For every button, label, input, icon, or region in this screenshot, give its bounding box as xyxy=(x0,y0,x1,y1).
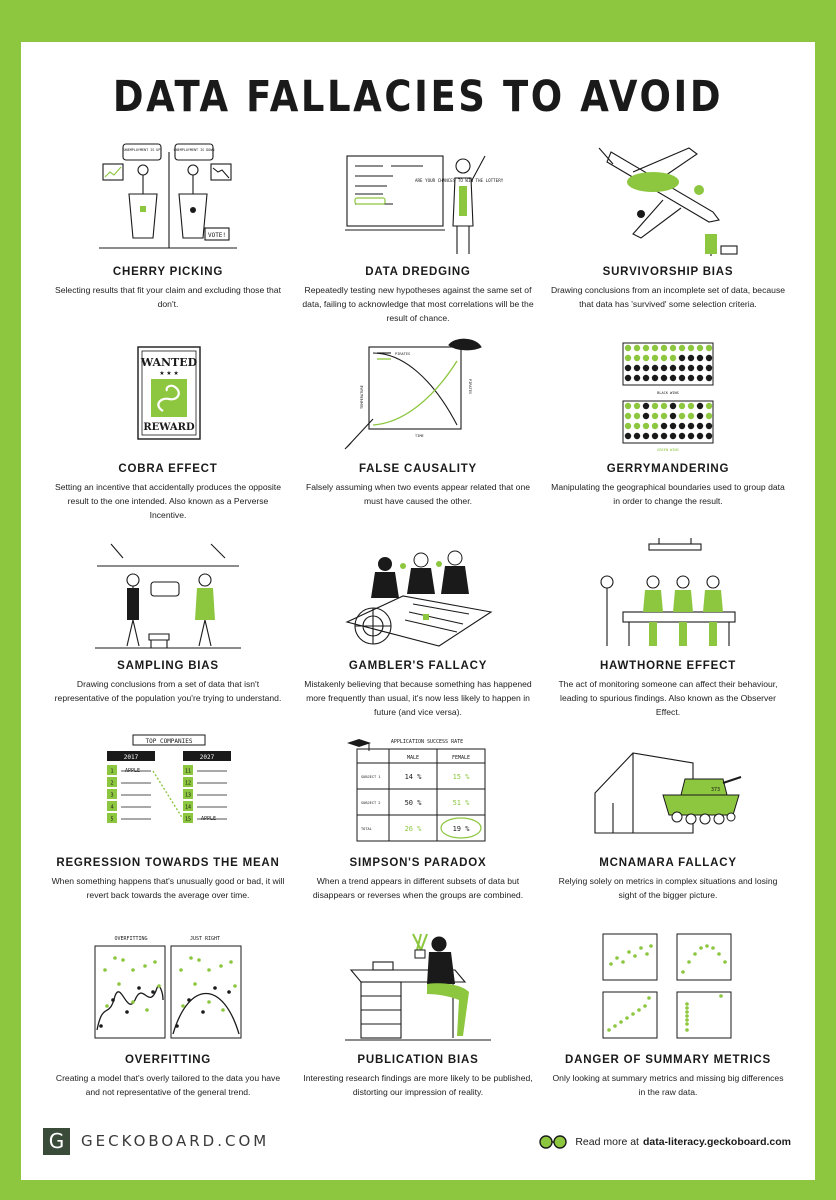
company-right: APPLE xyxy=(201,816,217,822)
dot xyxy=(688,403,694,409)
read-more xyxy=(539,1134,791,1150)
rank-number: 12 xyxy=(184,780,192,787)
dot xyxy=(661,423,667,429)
dot xyxy=(670,413,676,419)
dot xyxy=(639,946,643,950)
card-description: Creating a model that's overly tailored to the data you have and not representative of the general trend. xyxy=(55,1073,281,1097)
gerry-label-top: BLACK WINS xyxy=(657,391,679,395)
dot xyxy=(699,946,703,950)
wanted-poster-icon xyxy=(93,339,243,457)
dot xyxy=(207,968,211,972)
dot xyxy=(661,375,667,381)
dot xyxy=(717,952,721,956)
dot xyxy=(685,1018,689,1022)
gerry-label-bottom: GREEN WINS xyxy=(657,448,679,452)
dot xyxy=(706,375,712,381)
table-header: APPLICATION SUCCESS RATE xyxy=(390,739,464,745)
dot xyxy=(625,433,631,439)
footer xyxy=(21,1124,815,1164)
dot xyxy=(615,956,619,960)
dot xyxy=(634,423,640,429)
card-title: FALSE CAUSALITY xyxy=(358,463,478,475)
svg-text:★ ★ ★: ★ ★ ★ xyxy=(159,371,179,377)
dot-grid-icon xyxy=(593,339,743,457)
dot xyxy=(105,1004,109,1008)
card-title: HAWTHORNE EFFECT xyxy=(599,660,737,672)
dot xyxy=(661,345,667,351)
vote-sign: VOTE! xyxy=(207,232,227,239)
dot xyxy=(207,1000,211,1004)
desk-icon xyxy=(343,930,493,1048)
dot xyxy=(625,345,631,351)
rank-number: 1 xyxy=(110,768,114,775)
dot xyxy=(681,970,685,974)
card-false-causality xyxy=(293,339,543,536)
dot xyxy=(143,964,147,968)
card-title: GERRYMANDERING xyxy=(606,463,730,475)
card-description: Setting an incentive that accidentally produces the opposite result to the one intended. Also known as a Perverse Incentive. xyxy=(55,482,281,520)
dot xyxy=(670,423,676,429)
rank-number: 4 xyxy=(110,804,114,811)
card-title: SAMPLING BIAS xyxy=(117,660,219,672)
dot xyxy=(705,944,709,948)
dot xyxy=(688,433,694,439)
dot xyxy=(706,355,712,361)
card-hawthorne-effect xyxy=(543,536,793,733)
dot xyxy=(625,423,631,429)
dot xyxy=(634,355,640,361)
dot xyxy=(157,984,161,988)
dot xyxy=(634,433,640,439)
card-description: When something happens that's unusually good or bad, it will revert back towards the average over time. xyxy=(51,876,285,900)
dot xyxy=(706,433,712,439)
dot xyxy=(643,1004,647,1008)
dot xyxy=(661,355,667,361)
dot xyxy=(697,365,703,371)
dot xyxy=(685,1014,689,1018)
dot xyxy=(643,365,649,371)
card-title: MCNAMARA FALLACY xyxy=(599,857,737,869)
roulette-icon xyxy=(343,536,493,654)
dot xyxy=(685,1010,689,1014)
dot xyxy=(221,1008,225,1012)
dot xyxy=(197,958,201,962)
dot xyxy=(685,1022,689,1026)
dot xyxy=(113,956,117,960)
glasses-icon xyxy=(539,1134,567,1150)
dot xyxy=(679,355,685,361)
female-2: 51 % xyxy=(452,799,470,807)
row-subject-1: SUBJECT 1 xyxy=(361,775,381,779)
dot xyxy=(643,423,649,429)
rank-number: 15 xyxy=(184,816,192,823)
dot xyxy=(179,968,183,972)
dot xyxy=(723,960,727,964)
rank-number: 5 xyxy=(110,816,114,823)
dot xyxy=(187,998,191,1002)
card-title: REGRESSION TOWARDS THE MEAN xyxy=(56,857,280,869)
dot xyxy=(111,998,115,1002)
female-3: 19 % xyxy=(452,825,470,833)
dot xyxy=(679,403,685,409)
dot xyxy=(103,968,107,972)
overfit-curves-icon xyxy=(93,930,243,1048)
dot xyxy=(189,956,193,960)
card-description: Selecting results that fit your claim and excluding those that don't. xyxy=(55,285,281,309)
card-description: The act of monitoring someone can affect their behaviour, leading to spurious findings. Also known as the Observer Effect. xyxy=(558,679,778,717)
dot xyxy=(652,355,658,361)
dot xyxy=(145,1008,149,1012)
dot xyxy=(625,375,631,381)
dot xyxy=(652,433,658,439)
dot xyxy=(213,986,217,990)
card-title: PUBLICATION BIAS xyxy=(357,1054,479,1066)
dot xyxy=(670,345,676,351)
card-publication-bias xyxy=(293,930,543,1127)
card-description: Relying solely on metrics in complex situations and losing sight of the bigger picture. xyxy=(558,876,778,900)
y-axis-label: TEMPERATURE xyxy=(360,385,364,409)
dot xyxy=(697,403,703,409)
dot xyxy=(661,403,667,409)
card-description: Repeatedly testing new hypotheses against the same set of data, failing to acknowledge that most correlations will be the result of chance. xyxy=(302,285,534,323)
male-3: 26 % xyxy=(404,825,422,833)
dot xyxy=(153,960,157,964)
whiteboard-icon xyxy=(343,142,504,260)
dot xyxy=(175,1024,179,1028)
dot xyxy=(607,1028,611,1032)
dot xyxy=(643,355,649,361)
dot xyxy=(697,375,703,381)
dot xyxy=(181,1004,185,1008)
year-left: 2017 xyxy=(123,754,139,761)
dot xyxy=(670,403,676,409)
dot xyxy=(609,962,613,966)
overfit-label-right: JUST RIGHT xyxy=(189,936,221,942)
dot xyxy=(688,375,694,381)
dot xyxy=(661,365,667,371)
dot xyxy=(131,1000,135,1004)
card-description: Manipulating the geographical boundaries used to group data in order to change the result. xyxy=(551,482,785,506)
dot xyxy=(688,345,694,351)
dot xyxy=(652,345,658,351)
dot xyxy=(706,345,712,351)
dot xyxy=(647,996,651,1000)
tank-icon xyxy=(593,733,743,851)
col-female: FEMALE xyxy=(451,755,471,761)
card-danger-of-summary-metrics xyxy=(543,930,793,1127)
female-1: 15 % xyxy=(452,773,470,781)
dot xyxy=(634,413,640,419)
card-survivorship-bias xyxy=(543,142,793,339)
dot xyxy=(706,413,712,419)
dot xyxy=(685,1028,689,1032)
dot xyxy=(201,1010,205,1014)
dot xyxy=(679,345,685,351)
dot xyxy=(633,954,637,958)
top-companies-icon xyxy=(93,733,243,851)
dot xyxy=(643,413,649,419)
dot xyxy=(697,345,703,351)
card-description: Mistakenly believing that because something has happened more frequently than usual, it's now less likely to happen in future (and vice versa). xyxy=(304,679,532,717)
dot xyxy=(688,413,694,419)
dot xyxy=(625,355,631,361)
poster-sheet xyxy=(21,42,815,1180)
dot xyxy=(652,423,658,429)
dot xyxy=(688,423,694,429)
rank-number: 2 xyxy=(110,780,114,787)
dot xyxy=(697,433,703,439)
card-description: Drawing conclusions from an incomplete set of data, because that data has 'survived' some selection criteria. xyxy=(550,285,786,309)
dot xyxy=(99,1024,103,1028)
rank-number: 14 xyxy=(184,804,192,811)
dot xyxy=(634,365,640,371)
dot xyxy=(688,355,694,361)
dot xyxy=(679,413,685,419)
dot xyxy=(634,345,640,351)
top-companies-header: TOP COMPANIES xyxy=(145,738,193,745)
card-title: DATA DREDGING xyxy=(365,266,471,278)
wanted-text: WANTED xyxy=(140,356,198,369)
dot xyxy=(652,413,658,419)
dot xyxy=(637,1008,641,1012)
card-description: Only looking at summary metrics and missing big differences in the raw data. xyxy=(552,1073,784,1097)
card-data-dredging xyxy=(293,142,543,339)
dot xyxy=(687,960,691,964)
dot xyxy=(688,365,694,371)
speech-left: UNEMPLOYMENT IS UP xyxy=(123,148,161,152)
card-regression-towards-the-mean xyxy=(43,733,293,930)
dot xyxy=(117,982,121,986)
dot xyxy=(670,355,676,361)
dot xyxy=(625,403,631,409)
dot xyxy=(652,403,658,409)
card-cobra-effect xyxy=(43,339,293,536)
dot xyxy=(706,403,712,409)
dot xyxy=(652,365,658,371)
card-title: CHERRY PICKING xyxy=(112,266,224,278)
card-simpsons-paradox xyxy=(293,733,543,930)
dot xyxy=(697,423,703,429)
reward-text: REWARD xyxy=(143,422,195,433)
card-description: Interesting research findings are more likely to be published, distorting our impression of reality. xyxy=(303,1073,533,1097)
dot xyxy=(219,964,223,968)
pirate-chart-icon xyxy=(343,339,493,457)
dot xyxy=(697,413,703,419)
rank-number: 11 xyxy=(184,768,192,775)
dot xyxy=(631,1012,635,1016)
success-table-icon xyxy=(343,733,493,851)
y2-axis-label: PIRATES xyxy=(468,379,472,395)
company-left: APPLE xyxy=(125,768,141,774)
dot xyxy=(679,365,685,371)
dot xyxy=(661,433,667,439)
dot xyxy=(693,952,697,956)
page-title: DATA FALLACIES TO AVOID xyxy=(112,72,724,122)
card-description: Falsely assuming when two events appear related that one must have caused the other. xyxy=(305,482,531,506)
dot xyxy=(679,375,685,381)
dot xyxy=(679,423,685,429)
dot xyxy=(670,365,676,371)
dot xyxy=(227,990,231,994)
card-title: GAMBLER'S FALLACY xyxy=(348,660,488,672)
dot xyxy=(685,1006,689,1010)
read-more-link[interactable]: data-literacy.geckoboard.com xyxy=(642,1136,791,1148)
rank-number: 3 xyxy=(110,792,114,799)
male-1: 14 % xyxy=(404,773,422,781)
dot xyxy=(711,946,715,950)
col-male: MALE xyxy=(406,755,420,761)
dot xyxy=(634,403,640,409)
x-axis-label: TIME xyxy=(415,434,424,438)
card-gamblers-fallacy xyxy=(293,536,543,733)
dot xyxy=(643,433,649,439)
brand-name[interactable]: GECKOBOARD.COM xyxy=(81,1132,270,1150)
dot xyxy=(685,1002,689,1006)
geckoboard-logo: G xyxy=(43,1128,70,1155)
card-description: Drawing conclusions from a set of data that isn't representative of the population you're trying to understand. xyxy=(54,679,282,703)
dot xyxy=(652,375,658,381)
male-2: 50 % xyxy=(404,799,422,807)
card-overfitting xyxy=(43,930,293,1127)
podium-icon xyxy=(93,142,243,260)
dot xyxy=(706,365,712,371)
dot xyxy=(233,984,237,988)
people-dogs-icon xyxy=(93,536,243,654)
dot xyxy=(125,1010,129,1014)
card-title: SIMPSON'S PARADOX xyxy=(349,857,487,869)
legend-label: PIRATES xyxy=(395,352,411,356)
airplane-icon xyxy=(593,142,743,260)
dot xyxy=(627,950,631,954)
dot xyxy=(706,423,712,429)
dot xyxy=(643,375,649,381)
dot xyxy=(625,413,631,419)
card-gerrymandering xyxy=(543,339,793,536)
read-more-text: Read more at xyxy=(575,1136,639,1148)
workers-icon xyxy=(593,536,743,654)
dot xyxy=(613,1024,617,1028)
card-title: COBRA EFFECT xyxy=(118,463,218,475)
card-title: OVERFITTING xyxy=(124,1054,212,1066)
speech-right: UNEMPLOYMENT IS DOWN xyxy=(173,148,215,152)
dot xyxy=(621,960,625,964)
dot xyxy=(634,375,640,381)
dot xyxy=(131,968,135,972)
overfit-label-left: OVERFITTING xyxy=(114,936,148,942)
dot xyxy=(679,433,685,439)
dot xyxy=(645,952,649,956)
scatter-plots-icon xyxy=(593,930,743,1048)
card-description: When a trend appears in different subsets of data but disappears or reverses when the groups are combined. xyxy=(312,876,524,900)
dot xyxy=(151,990,155,994)
dot xyxy=(649,944,653,948)
dot xyxy=(661,413,667,419)
card-sampling-bias xyxy=(43,536,293,733)
dot xyxy=(643,403,649,409)
tank-number: 373 xyxy=(711,787,721,793)
dot xyxy=(229,960,233,964)
card-title: SURVIVORSHIP BIAS xyxy=(602,266,734,278)
dot xyxy=(619,1020,623,1024)
board-text: ARE YOUR CHANCES TO WIN THE LOTTERY xyxy=(415,178,504,183)
year-right: 2027 xyxy=(199,754,215,761)
row-total: TOTAL xyxy=(361,827,372,831)
rank-number: 13 xyxy=(184,792,192,799)
dot xyxy=(625,1016,629,1020)
dot xyxy=(121,958,125,962)
fallacy-grid xyxy=(43,142,793,1127)
card-mcnamara-fallacy xyxy=(543,733,793,930)
dot xyxy=(643,345,649,351)
dot xyxy=(193,982,197,986)
dot xyxy=(625,365,631,371)
dot xyxy=(719,994,723,998)
dot xyxy=(670,433,676,439)
card-title: DANGER OF SUMMARY METRICS xyxy=(565,1054,771,1066)
row-subject-2: SUBJECT 2 xyxy=(361,801,381,805)
card-cherry-picking xyxy=(43,142,293,339)
dot xyxy=(137,986,141,990)
dot xyxy=(670,375,676,381)
dot xyxy=(697,355,703,361)
